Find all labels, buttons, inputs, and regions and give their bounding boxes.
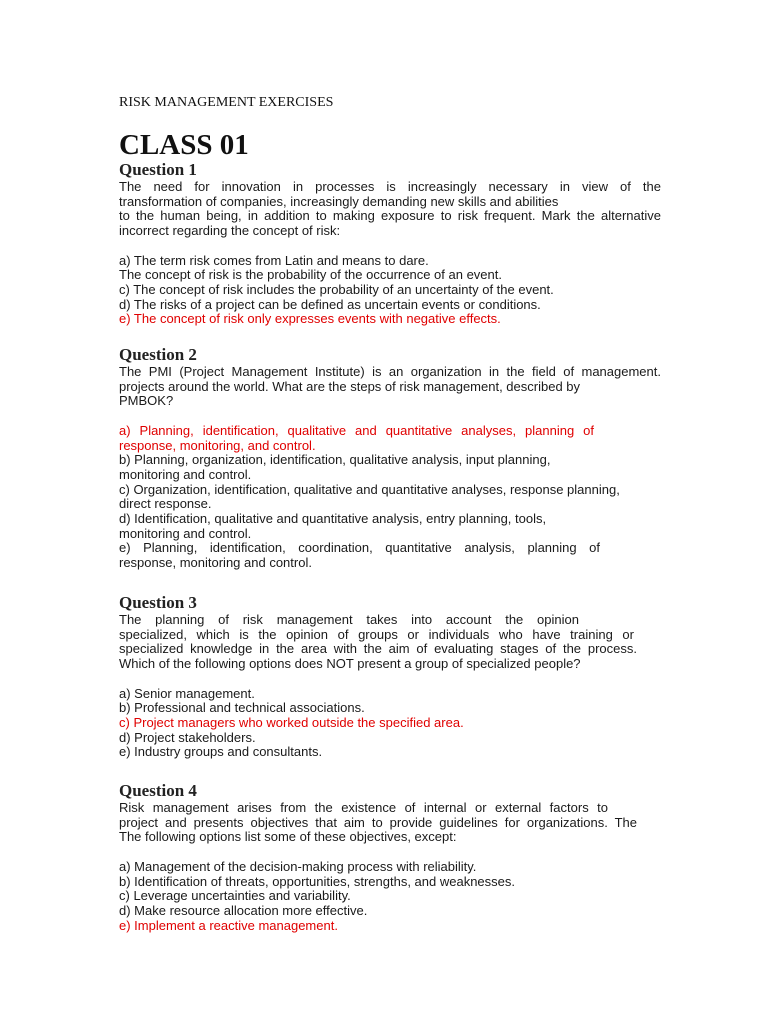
answer-option: monitoring and control.	[119, 466, 252, 482]
question-3	[119, 593, 661, 760]
question-prompt-line: incorrect regarding the concept of risk:	[119, 223, 341, 239]
answer-option: response, monitoring and control.	[119, 555, 312, 571]
document-title: RISK MANAGEMENT EXERCISES	[119, 95, 334, 110]
correct-answer-option: e) The concept of risk only expresses events with negative effects.	[119, 311, 501, 327]
question-prompt-line: transformation of companies, increasingly demanding new skills and abilities	[119, 193, 559, 209]
correct-answer-option: a) Planning, identification, qualitative and quantitative analyses, planning of	[119, 422, 594, 438]
question-prompt-line: projects around the world. What are the steps of risk management, described by	[119, 378, 581, 394]
answer-option: direct response.	[119, 496, 212, 512]
answer-option: b) Planning, organization, identification, qualitative analysis, input planning,	[119, 452, 551, 468]
answer-option: c) The concept of risk includes the probability of an uncertainty of the event.	[119, 281, 554, 297]
question-prompt-line: PMBOK?	[119, 393, 174, 409]
answer-option: d) Project stakeholders.	[119, 729, 256, 745]
question-prompt-line: The PMI (Project Management Institute) is an organization in the field of management.	[119, 364, 661, 379]
answer-option: d) Identification, qualitative and quantitative analysis, entry planning, tools,	[119, 511, 547, 527]
answer-option: c) Organization, identification, qualitative and quantitative analyses, response planning,	[119, 481, 620, 497]
answer-option: a) The term risk comes from Latin and means to dare.	[119, 252, 429, 268]
question-prompt-line: Risk management arises from the existence of internal or external factors to	[119, 800, 608, 815]
question-prompt-line: The need for innovation in processes is increasingly necessary in view of the	[119, 179, 661, 194]
question-prompt-line: specialized knowledge in the area with the aim of evaluating stages of the process.	[119, 641, 637, 657]
question-heading: Question 4	[119, 781, 197, 800]
question-heading: Question 1	[119, 160, 197, 179]
answer-option: e) Industry groups and consultants.	[119, 744, 323, 760]
question-prompt-line: project and presents objectives that aim to provide guidelines for organizations. The	[119, 814, 637, 830]
correct-answer-option: c) Project managers who worked outside the specified area.	[119, 714, 464, 730]
answer-option: a) Management of the decision-making process with reliability.	[119, 858, 477, 874]
answer-option: a) Senior management.	[119, 685, 255, 701]
answer-option: b) Professional and technical associations.	[119, 700, 365, 716]
question-1	[119, 160, 661, 327]
answer-option: e) Planning, identification, coordination, quantitative analysis, planning of	[119, 540, 600, 556]
question-prompt-line: The following options list some of these objectives, except:	[119, 829, 457, 845]
answer-option: d) Make resource allocation more effective.	[119, 902, 368, 918]
question-prompt-line: to the human being, in addition to making exposure to risk frequent. Mark the alternative	[119, 208, 661, 224]
question-heading: Question 3	[119, 593, 197, 612]
answer-option: b) Identification of threats, opportunities, strengths, and weaknesses.	[119, 873, 516, 889]
answer-option: d) The risks of a project can be defined as uncertain events or conditions.	[119, 296, 541, 312]
answer-option: The concept of risk is the probability of the occurrence of an event.	[119, 267, 502, 283]
question-prompt-line: specialized, which is the opinion of groups or individuals who have training or	[119, 626, 634, 642]
class-title: CLASS 01	[119, 129, 249, 161]
question-heading: Question 2	[119, 345, 197, 364]
answer-option: c) Leverage uncertainties and variability.	[119, 888, 351, 904]
answer-option: monitoring and control.	[119, 525, 252, 541]
correct-answer-option: e) Implement a reactive management.	[119, 917, 338, 933]
question-prompt-line: The planning of risk management takes into account the opinion	[119, 612, 579, 627]
question-prompt-line: Which of the following options does NOT present a group of specialized people?	[119, 656, 581, 672]
question-2	[119, 345, 661, 571]
question-4	[119, 781, 661, 933]
correct-answer-option: response, monitoring, and control.	[119, 437, 316, 453]
